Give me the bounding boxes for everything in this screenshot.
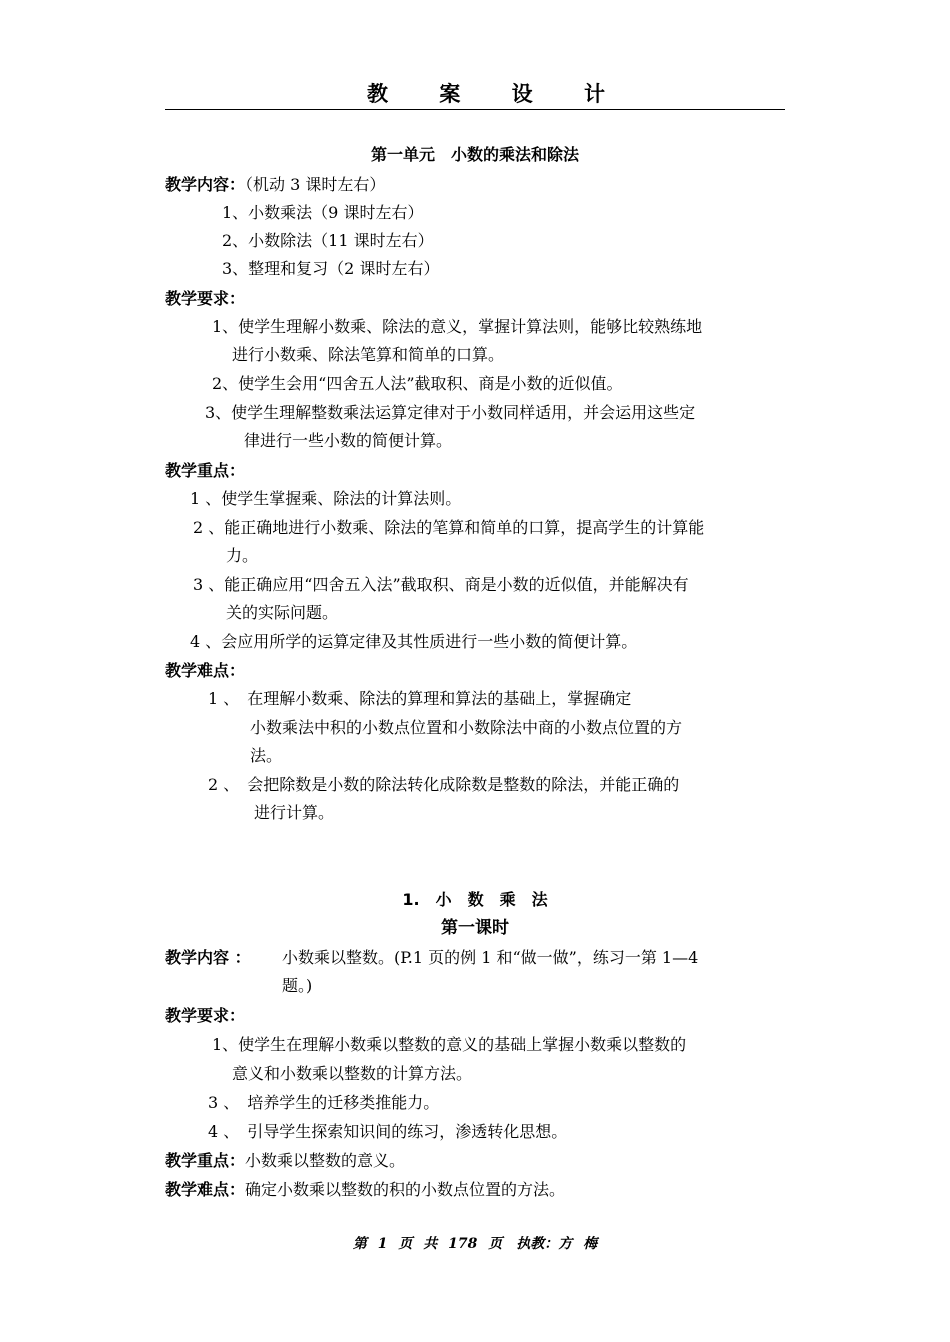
unit-keypoint-item: 4 、会应用所学的运算定律及其性质进行一些小数的简便计算。	[190, 632, 638, 651]
unit-content-item: 3、整理和复习（2 课时左右）	[222, 259, 440, 278]
lesson-difficulty-text: 确定小数乘以整数的积的小数点位置的方法。	[245, 1180, 566, 1199]
lesson-requirements-label: 教学要求：	[165, 1006, 246, 1025]
page-footer: 第 1 页 共 178 页 执教：方 梅	[352, 1236, 598, 1252]
unit-difficulty-item: 小数乘法中积的小数点位置和小数除法中商的小数点位置的方	[250, 718, 683, 737]
lesson-keypoint-text: 小数乘以整数的意义。	[245, 1151, 406, 1170]
unit-content-item: 2、小数除法（11 课时左右）	[222, 231, 434, 250]
lesson-requirement-item: 意义和小数乘以整数的计算方法。	[232, 1064, 473, 1083]
unit-keypoint-item: 2 、能正确地进行小数乘、除法的笔算和简单的口算，提高学生的计算能	[193, 518, 705, 537]
lesson-difficulty-row	[165, 1180, 565, 1200]
unit-keypoint-item: 力。	[226, 546, 259, 565]
section-title: 1. 小 数 乘 法	[402, 890, 548, 909]
unit-requirement-item: 2、使学生会用“四舍五人法”截取积、商是小数的近似值。	[212, 374, 623, 393]
lesson-requirement-item: 3 、 培养学生的迁移类推能力。	[208, 1093, 440, 1112]
unit-title: 第一单元 小数的乘法和除法	[370, 145, 579, 164]
unit-difficulties-label: 教学难点：	[165, 661, 246, 680]
unit-content-row	[165, 175, 385, 195]
header-divider	[165, 109, 785, 110]
unit-requirement-item: 3、使学生理解整数乘法运算定律对于小数同样适用，并会运用这些定	[205, 403, 696, 422]
unit-keypoints-label: 教学重点：	[165, 461, 246, 480]
lesson-requirement-item: 4 、 引导学生探索知识间的练习，渗透转化思想。	[208, 1122, 568, 1141]
unit-keypoint-item: 1 、使学生掌握乘、除法的计算法则。	[190, 489, 462, 508]
lesson-keypoint-label: 教学重点：	[165, 1151, 246, 1170]
unit-requirement-item: 1、使学生理解小数乘、除法的意义，掌握计算法则，能够比较熟练地	[212, 317, 703, 336]
unit-content-label: 教学内容：	[165, 175, 246, 194]
lesson-content-text-2: 题。)	[282, 976, 313, 995]
unit-difficulty-item: 1 、 在理解小数乘、除法的算理和算法的基础上，掌握确定	[208, 689, 632, 708]
lesson-requirement-item: 1、使学生在理解小数乘以整数的意义的基础上掌握小数乘以整数的	[212, 1035, 687, 1054]
unit-difficulty-item: 法。	[250, 746, 283, 765]
unit-content-text: （机动 3 课时左右）	[245, 175, 386, 194]
document-title: 教 案 设 计	[367, 82, 627, 106]
unit-keypoint-item: 关的实际问题。	[226, 603, 339, 622]
unit-keypoint-item: 3 、能正确应用“四舍五入法”截取积、商是小数的近似值，并能解决有	[193, 575, 689, 594]
unit-requirement-item: 进行小数乘、除法笔算和简单的口算。	[232, 345, 505, 364]
lesson-content-text: 小数乘以整数。(P.1 页的例 1 和“做一做”，练习一第 1—4	[282, 948, 699, 967]
lesson-keypoint-row	[165, 1151, 405, 1171]
period-title: 第一课时	[441, 918, 509, 938]
unit-requirement-item: 律进行一些小数的简便计算。	[244, 431, 453, 450]
unit-difficulty-item: 2 、 会把除数是小数的除法转化成除数是整数的除法，并能正确的	[208, 775, 680, 794]
unit-content-item: 1、小数乘法（9 课时左右）	[222, 203, 424, 222]
unit-requirements-label: 教学要求：	[165, 289, 246, 308]
lesson-difficulty-label: 教学难点：	[165, 1180, 246, 1199]
lesson-content-label: 教学内容 ：	[165, 948, 251, 967]
unit-difficulty-item: 进行计算。	[254, 803, 335, 822]
